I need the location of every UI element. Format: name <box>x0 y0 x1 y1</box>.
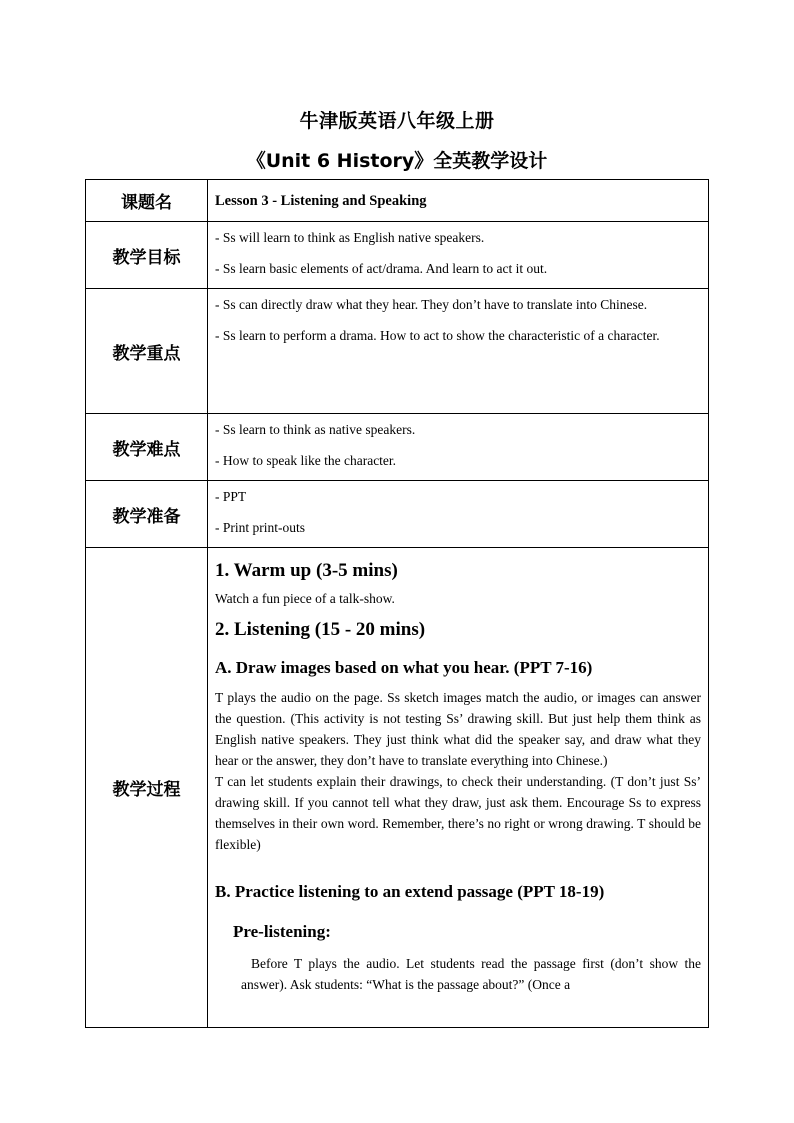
label-key-points: 教学重点 <box>86 289 208 414</box>
row-process <box>86 548 709 1028</box>
row-preparation <box>86 481 709 548</box>
row-key-points <box>86 289 709 414</box>
warmup-heading: 1. Warm up (3-5 mins) <box>215 560 398 581</box>
label-process: 教学过程 <box>86 548 208 1028</box>
part-a-heading: A. Draw images based on what you hear. (PPT 7-16) <box>215 658 593 677</box>
topic-text: Lesson 3 - Listening and Speaking <box>215 192 427 209</box>
row-difficulties <box>86 414 709 481</box>
difficulty-line-2: - How to speak like the character. <box>215 453 397 468</box>
difficulty-line-1: - Ss learn to think as native speakers. <box>215 422 416 437</box>
pre-listening-heading: Pre-listening: <box>233 922 331 941</box>
row-objectives <box>86 222 709 289</box>
objective-line-1: - Ss will learn to think as English native speakers. <box>215 230 485 245</box>
cell-key-points <box>208 289 709 414</box>
preparation-line-2: - Print print-outs <box>215 520 305 535</box>
label-topic: 课题名 <box>86 180 208 222</box>
cell-difficulties <box>208 414 709 481</box>
pre-listening-text: Before T plays the audio. Let students read the passage first (don’t show the answer). Ask students: “What is the passage about?” (Once a <box>241 956 701 992</box>
cell-preparation <box>208 481 709 548</box>
warmup-text: Watch a fun piece of a talk-show. <box>215 591 395 606</box>
lesson-plan-table <box>85 179 709 1028</box>
objective-line-2: - Ss learn basic elements of act/drama. And learn to act it out. <box>215 261 548 276</box>
preparation-line-1: - PPT <box>215 489 247 504</box>
listening-heading: 2. Listening (15 - 20 mins) <box>215 619 426 640</box>
label-difficulties: 教学难点 <box>86 414 208 481</box>
cell-topic <box>208 180 709 222</box>
document-subtitle: 《Unit 6 History》全英教学设计 <box>246 150 548 172</box>
label-preparation: 教学准备 <box>86 481 208 548</box>
row-topic <box>86 180 709 222</box>
key-point-2: - Ss learn to perform a drama. How to act to show the characteristic of a character. <box>215 328 660 343</box>
cell-process <box>208 548 709 1028</box>
part-a-paragraph-2: T can let students explain their drawings, to check their understanding. (T don’t just Ss’ drawing skill. If you cannot tell what they draw, just ask them. Encourage Ss to express themselves in their own word. Remember, there’s no right or wrong drawing. T should be flexible) <box>215 774 701 852</box>
part-b-heading: B. Practice listening to an extend passage (PPT 18-19) <box>215 882 605 901</box>
part-a-paragraph-1: T plays the audio on the page. Ss sketch images match the audio, or images can answer the question. (This activity is not testing Ss’ drawing skill. But just help them think as English native speakers. They just think what did the speaker say, and draw what they hear or the answer, they don’t have to translate everything into Chinese.) <box>215 690 701 768</box>
document-title: 牛津版英语八年级上册 <box>299 110 495 132</box>
key-point-1: - Ss can directly draw what they hear. They don’t have to translate into Chinese. <box>215 297 648 312</box>
label-objectives: 教学目标 <box>86 222 208 289</box>
cell-objectives <box>208 222 709 289</box>
